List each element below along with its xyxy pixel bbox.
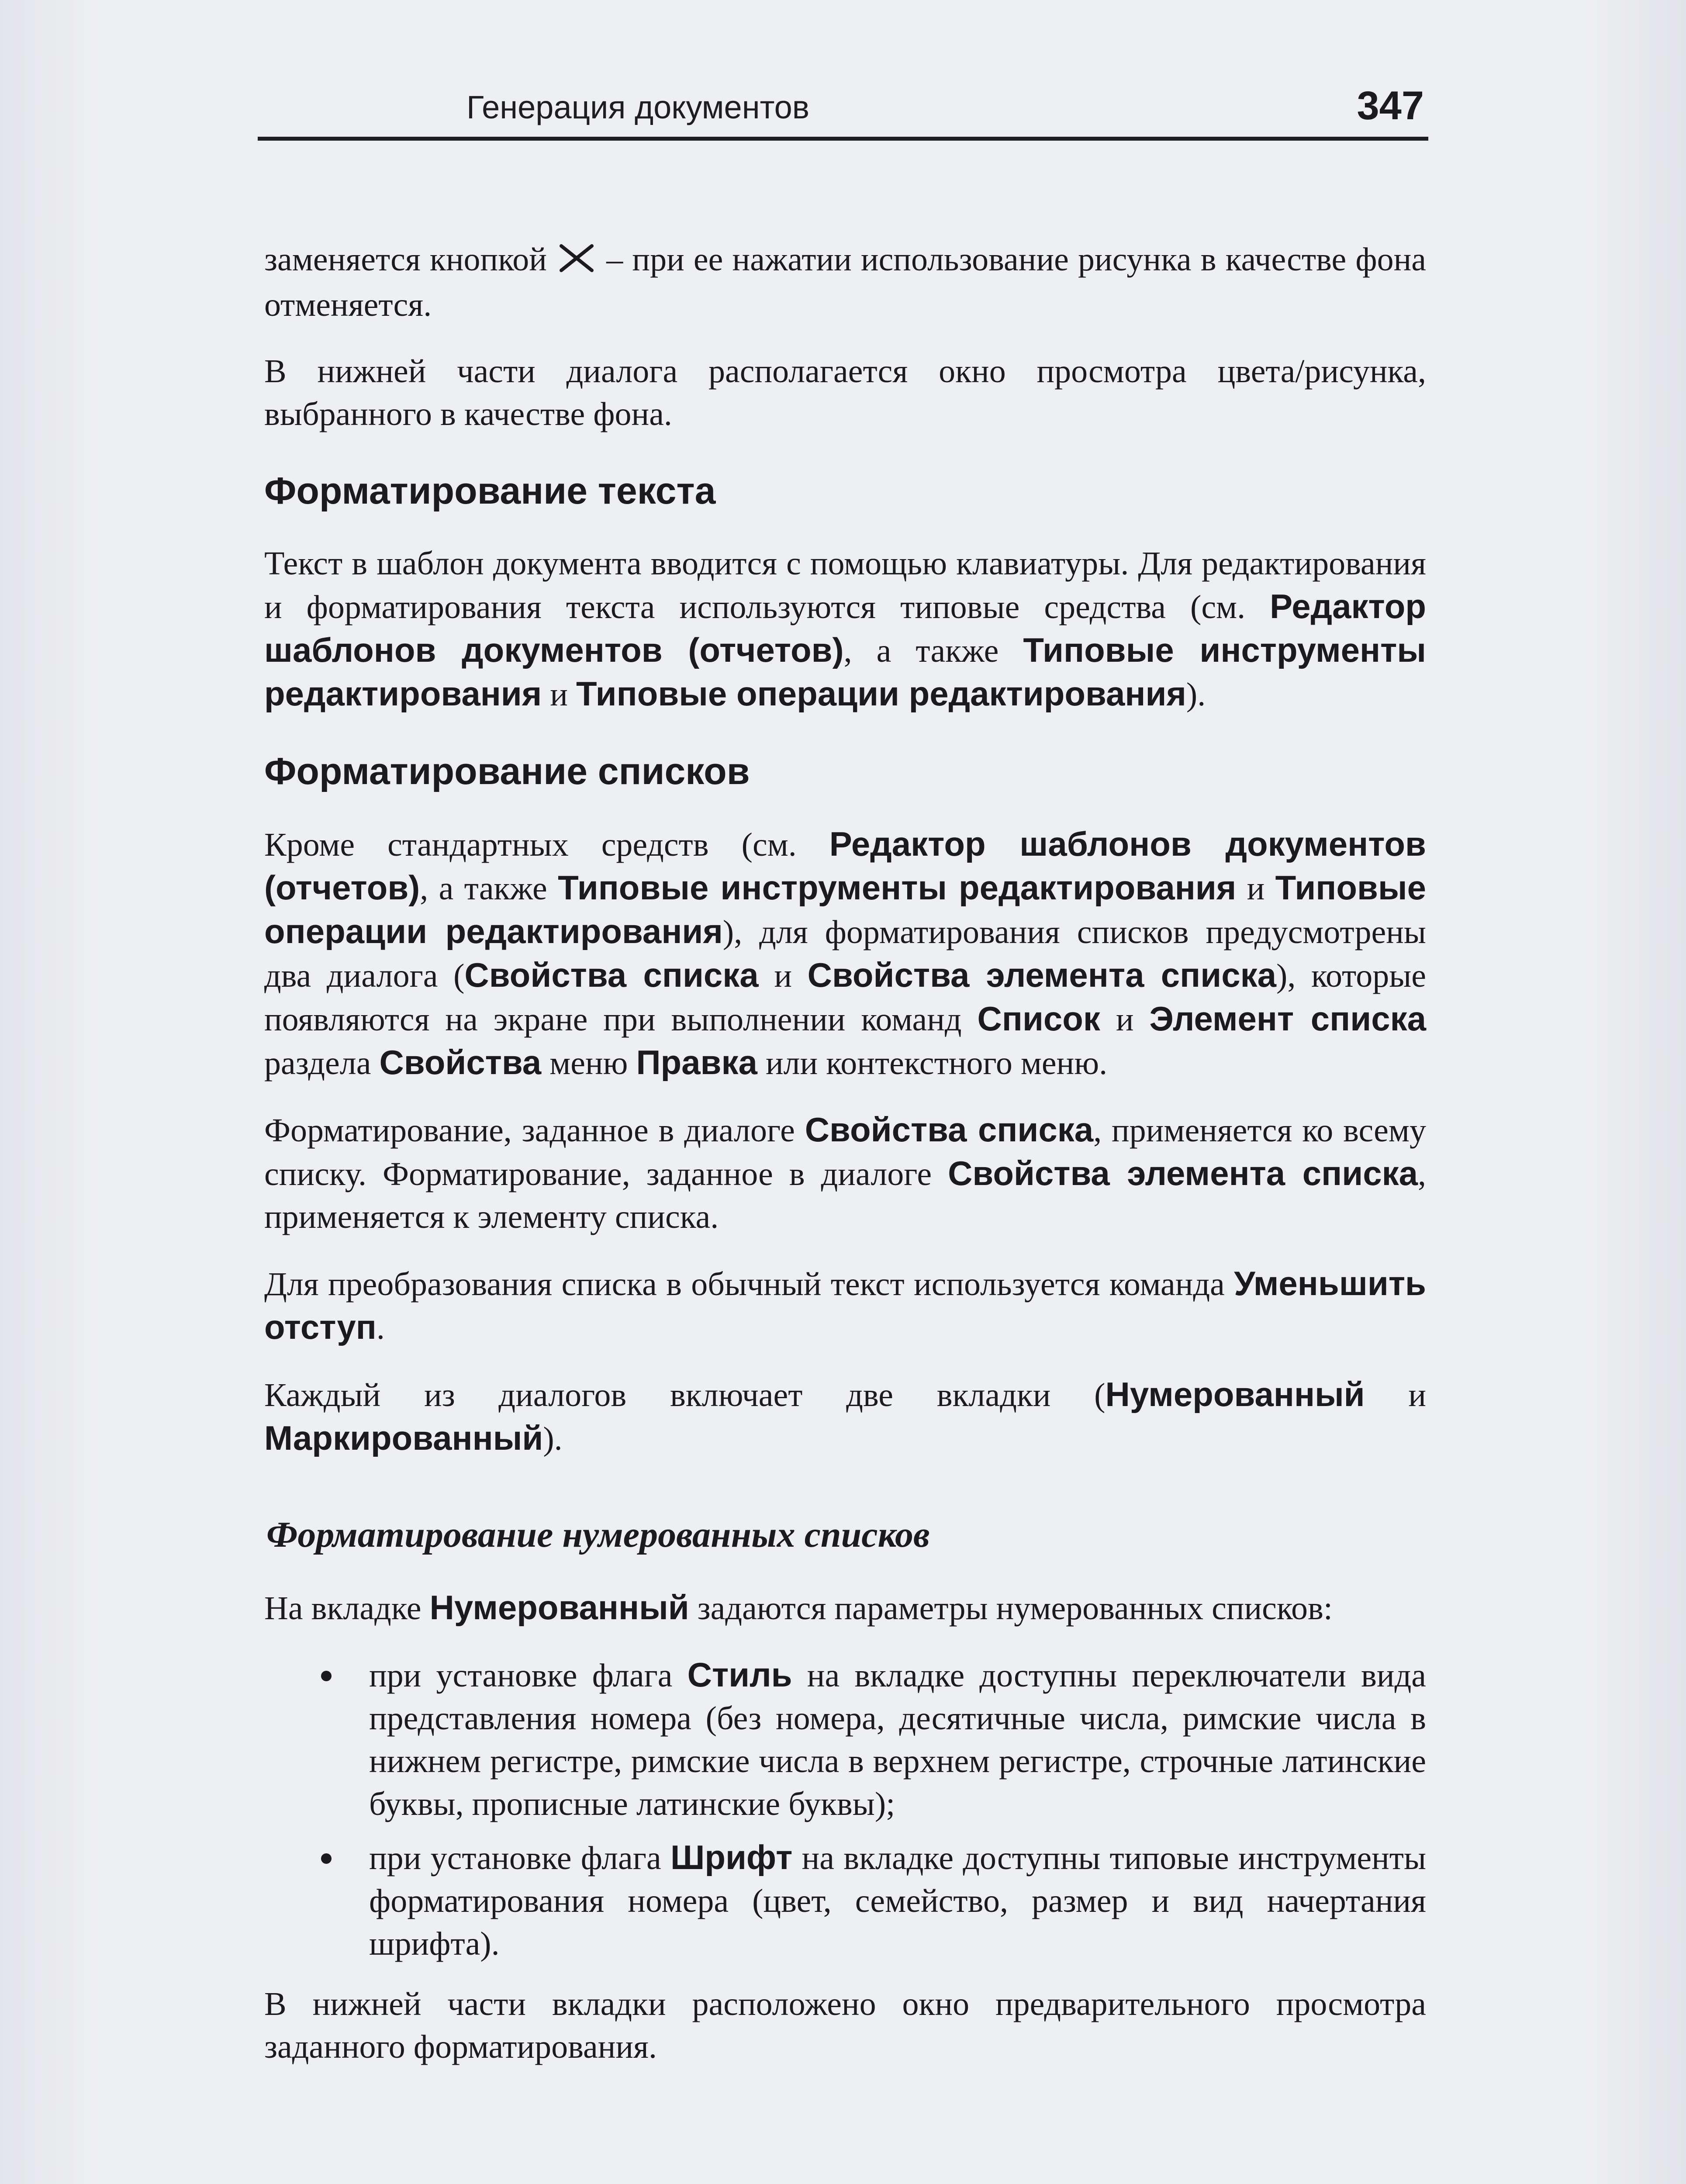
xref-edit-operations: Типовые операции редактирования (576, 674, 1186, 713)
text-run: раздела (264, 1045, 371, 1082)
text-run: , а также (843, 632, 999, 669)
intro-text-after: – при ее нажатии использование рисунка в качестве фона отменяется. (264, 241, 1427, 323)
flag-font: Шрифт (670, 1838, 793, 1876)
text-run: задаются параметры нумерованных списков: (697, 1590, 1333, 1627)
text-run: , применяется ко всему списку. Форматирование, заданное в диалоге (264, 1112, 1427, 1192)
heading-numbered-lists: Форматирование нумерованных списков (266, 1514, 930, 1555)
numbered-options-list (264, 1653, 1426, 1965)
dialog-list-item-properties: Свойства элемента списка (807, 956, 1277, 994)
list-formatting-paragraph-1 (264, 822, 1426, 1085)
intro-paragraph-1 (264, 238, 1426, 326)
bullet-icon (321, 1853, 332, 1864)
list-formatting-paragraph-4 (264, 1373, 1426, 1460)
text-run: ), для форматирования списков предусмотрены два диалога ( (264, 914, 1426, 994)
text-run: . (376, 1310, 385, 1346)
command-list-item: Элемент списка (1149, 999, 1427, 1038)
text-run: ). (1186, 676, 1206, 713)
text-run: Кроме стандартных средств (см. (264, 826, 797, 863)
section-properties: Свойства (379, 1043, 542, 1082)
command-decrease-indent: Уменьшить отступ (264, 1264, 1426, 1346)
intro-text-before: заменяется кнопкой (264, 241, 547, 278)
xref-edit-tools: Типовые инструменты редактирования (264, 631, 1426, 713)
text-run: На вкладке (264, 1590, 422, 1627)
tab-bulleted: Маркированный (264, 1419, 543, 1457)
text-run: меню (549, 1045, 628, 1082)
text-formatting-paragraph (264, 542, 1426, 716)
text-run: ). (543, 1420, 563, 1457)
dialog-list-item-properties: Свойства элемента списка (948, 1154, 1418, 1192)
text-run: , применяется к элементу списка. (264, 1156, 1427, 1235)
page-content (264, 238, 1426, 2092)
dialog-list-properties: Свойства списка (805, 1110, 1094, 1149)
header-rule (258, 137, 1428, 141)
text-run: ), которые появляются на экране при выполнении команд (264, 957, 1427, 1038)
xref-template-editor: Редактор шаблонов документов (отчетов) (264, 825, 1426, 907)
text-run: Форматирование, заданное в диалоге (264, 1112, 795, 1149)
text-run: на вкладке доступны типовые инструменты форматирования номера (цвет, семейство, размер и вид начертания шрифта). (369, 1840, 1427, 1962)
list-formatting-paragraph-3 (264, 1262, 1426, 1349)
text-run: Каждый из диалогов включает две вкладки ( (264, 1377, 1106, 1413)
xref-template-editor: Редактор шаблонов документов (отчетов) (264, 587, 1426, 669)
text-run: при установке флага (369, 1657, 673, 1694)
text-run: и (1408, 1377, 1426, 1413)
tab-numbered: Нумерованный (429, 1588, 689, 1627)
heading-list-formatting: Форматирование списков (264, 750, 750, 792)
list-item (264, 1836, 1426, 1965)
text-run: Для преобразования списка в обычный текст используется команда (264, 1266, 1225, 1303)
page-number: 347 (1357, 83, 1424, 128)
close-x-icon (558, 241, 595, 283)
text-run: на вкладке доступны переключатели вида представления номера (без номера, десятичные числа, римские числа в нижнем регистре, римские числа в верхнем регистре, строчные латинские буквы, прописные латинские буквы); (369, 1657, 1426, 1822)
text-run: или контекстного меню. (765, 1045, 1108, 1082)
list-item (264, 1653, 1426, 1825)
flag-style: Стиль (687, 1655, 792, 1694)
xref-edit-tools: Типовые инструменты редактирования (558, 868, 1237, 907)
xref-edit-operations: Типовые операции редактирования (264, 868, 1426, 950)
command-list: Список (977, 999, 1100, 1038)
numbered-paragraph-2: В нижней части вкладки расположено окно предварительного просмотра заданного форматирования. (264, 1986, 1426, 2065)
text-run: и (1247, 870, 1265, 907)
menu-edit: Правка (636, 1043, 757, 1082)
intro-paragraph-2: В нижней части диалога располагается окно просмотра цвета/рисунка, выбранного в качестве фона. (264, 353, 1426, 432)
text-run: , а также (420, 870, 547, 907)
numbered-paragraph-1 (264, 1586, 1426, 1630)
running-header (258, 81, 1428, 142)
text-run: и (550, 676, 568, 713)
heading-text-formatting: Форматирование текста (264, 470, 716, 512)
text-run: и (1116, 1001, 1134, 1038)
list-formatting-paragraph-2 (264, 1108, 1426, 1238)
text-run: при установке флага (369, 1840, 661, 1876)
text-run: и (774, 957, 792, 994)
tab-numbered: Нумерованный (1105, 1375, 1365, 1413)
bullet-icon (321, 1671, 332, 1681)
running-header-title: Генерация документов (466, 89, 810, 125)
dialog-list-properties: Свойства списка (464, 956, 759, 994)
text-run: Текст в шаблон документа вводится с помощью клавиатуры. Для редактирования и форматирования текста используются типовые средства (см. (264, 545, 1426, 625)
